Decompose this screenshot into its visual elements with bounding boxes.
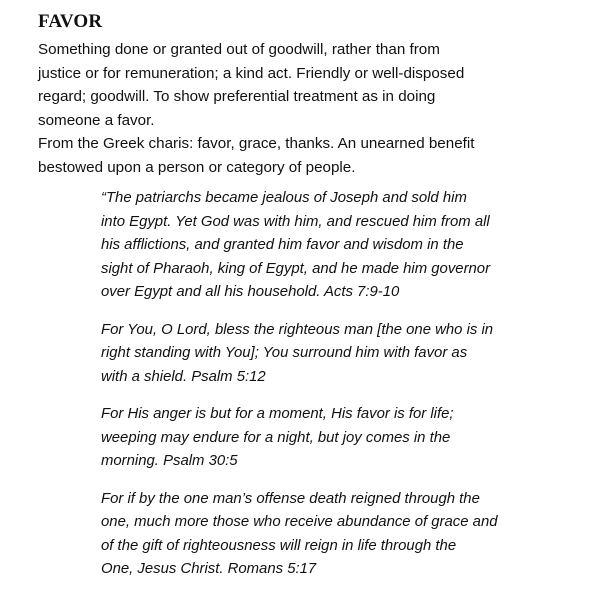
definition-line: regard; goodwill. To show preferential treatment as in doing [38, 88, 436, 105]
quote-psalm-30 [101, 403, 581, 474]
quote-line: For if by the one man’s offense death reigned through the [101, 490, 480, 507]
definition-line: someone a favor. [38, 111, 155, 129]
definition-line: Something done or granted out of goodwill, rather than from [38, 41, 440, 58]
quote-line: weeping may endure for a night, but joy comes in the [101, 429, 451, 446]
quote-line: For You, O Lord, bless the righteous man [the one who is in [101, 321, 494, 338]
page-title: FAVOR [38, 11, 103, 32]
definition-line: justice or for remuneration; a kind act. Friendly or well-disposed [38, 64, 465, 82]
quote-line: “The patriarchs became jealous of Joseph and sold him [101, 190, 467, 206]
quote-line: right standing with You]; You surround him with favor as [101, 345, 468, 361]
quote-acts [101, 187, 581, 305]
quote-line: of the gift of righteousness will reign in life through the [101, 537, 457, 554]
quote-line: over Egypt and all his household. Acts 7:9-10 [101, 284, 400, 300]
quote-psalm-5 [101, 319, 581, 390]
quote-line: sight of Pharaoh, king of Egypt, and he made him governor [101, 260, 491, 277]
quote-romans [101, 488, 581, 582]
quote-line: his afflictions, and granted him favor and wisdom in the [101, 237, 464, 253]
definition-line: From the Greek charis: favor, grace, thanks. An unearned benefit [38, 135, 475, 152]
definition-line: bestowed upon a person or category of people. [38, 158, 356, 176]
quote-line: into Egypt. Yet God was with him, and rescued him from all [101, 213, 490, 230]
quote-line: one, much more those who receive abundance of grace and [101, 514, 498, 530]
definition-paragraph [38, 38, 578, 179]
quote-line: For His anger is but for a moment, His favor is for life; [101, 406, 454, 422]
quote-line: with a shield. Psalm 5:12 [101, 368, 266, 385]
quote-line: One, Jesus Christ. Romans 5:17 [101, 561, 317, 577]
scripture-quotes [101, 187, 581, 596]
quote-line: morning. Psalm 30:5 [101, 453, 238, 469]
